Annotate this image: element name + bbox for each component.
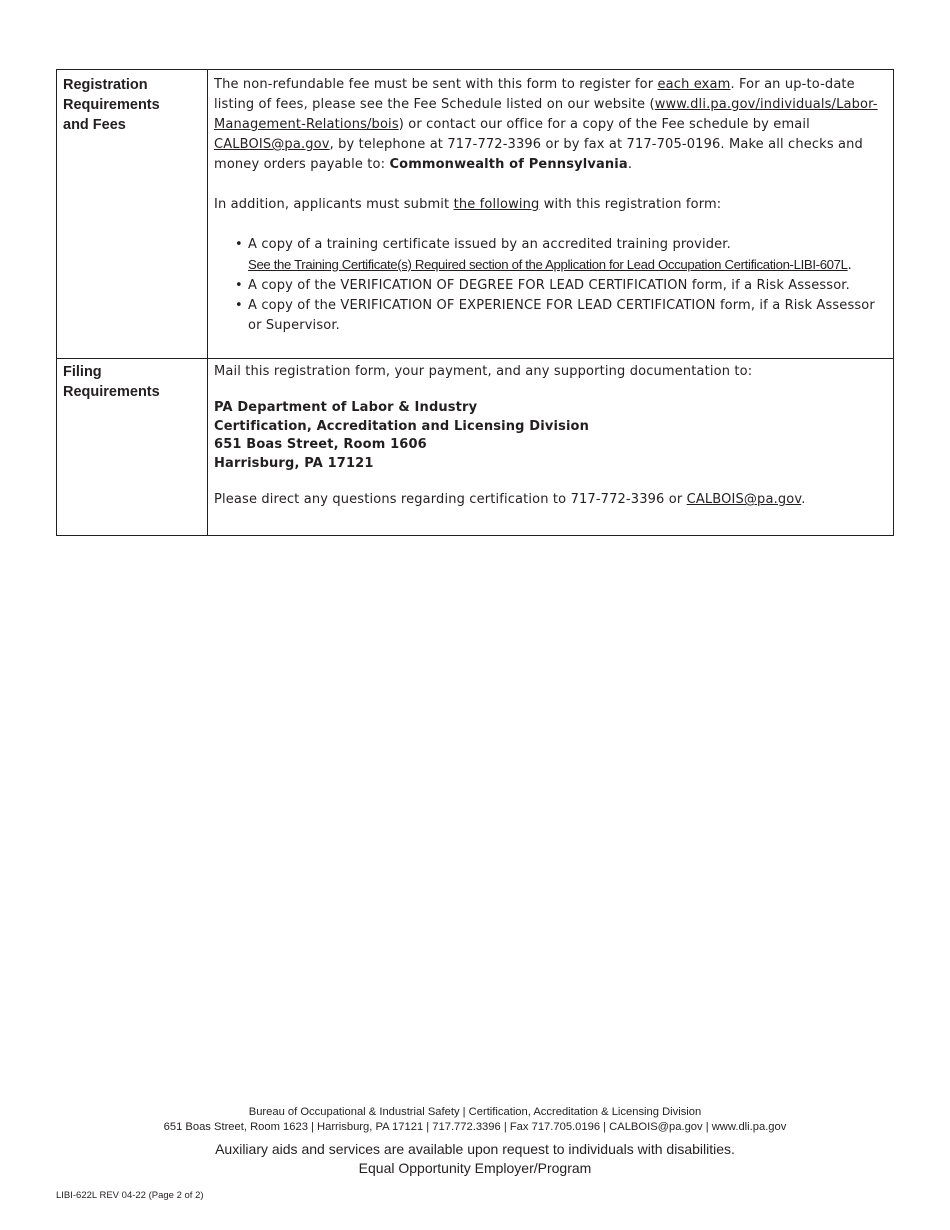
- submit-paragraph: In addition, applicants must submit the following with this registration form:: [214, 197, 722, 212]
- questions-email-link[interactable]: CALBOIS@pa.gov: [686, 492, 802, 507]
- training-certificate-link[interactable]: See the Training Certificate(s) Required section of the Application for Lead Occupation Certification-LIBI-607L: [248, 257, 848, 272]
- requirements-table: [56, 69, 894, 536]
- mailing-address: PA Department of Labor & Industry Certification, Accreditation and Licensing Division 651 Boas Street, Room 1606 Harrisburg, PA 17121: [214, 400, 590, 471]
- bullet-icon: •: [235, 298, 243, 313]
- footer-eoe-line: Equal Opportunity Employer/Program: [358, 1160, 592, 1176]
- questions-paragraph: Please direct any questions regarding certification to 717-772-3396 or CALBOIS@pa.gov.: [214, 492, 806, 507]
- the-following-link[interactable]: the following: [453, 197, 540, 212]
- registration-row: [57, 70, 894, 359]
- registration-label: Registration Requirements and Fees: [57, 70, 208, 359]
- bullet-icon: •: [235, 237, 243, 252]
- list-item: • A copy of the VERIFICATION OF DEGREE FOR LEAD CERTIFICATION form, if a Risk Assessor.: [248, 276, 887, 296]
- list-item: • A copy of the VERIFICATION OF EXPERIENCE FOR LEAD CERTIFICATION form, if a Risk Assessor or Supervisor.: [235, 298, 875, 333]
- bullet-icon: •: [235, 278, 243, 293]
- registration-content: [208, 70, 894, 359]
- mail-instructions: Mail this registration form, your payment, and any supporting documentation to:: [214, 364, 753, 379]
- email-link[interactable]: CALBOIS@pa.gov: [214, 137, 330, 152]
- footer-accessibility-line: Auxiliary aids and services are available upon request to individuals with disabilities.: [215, 1141, 735, 1157]
- requirements-list: [214, 235, 887, 336]
- footer-bureau-line: Bureau of Occupational & Industrial Safety | Certification, Accreditation & Licensing Division: [248, 1106, 702, 1118]
- website-link[interactable]: www.dli.pa.gov/individuals/Labor-Management-Relations/bois: [214, 97, 878, 132]
- each-exam-link[interactable]: each exam: [657, 77, 731, 92]
- list-item: • A copy of a training certificate issued by an accredited training provider. See the Training Certificate(s) Required section of the Application for Lead Occupation Certification-LIBI-607L.: [235, 237, 852, 273]
- filing-row: [57, 359, 894, 536]
- form-number: LIBI-622L REV 04-22 (Page 2 of 2): [56, 1190, 204, 1201]
- footer-address-line: 651 Boas Street, Room 1623 | Harrisburg, PA 17121 | 717.772.3396 | Fax 717.705.0196 | CALBOIS@pa.gov | www.dli.pa.gov: [163, 1121, 787, 1133]
- fee-paragraph: The non-refundable fee must be sent with this form to register for each exam. For an up-to-date listing of fees, please see the Fee Schedule listed on our website (www.dli.pa.gov/individuals/Labor-Management-Relations/bois) or contact our office for a copy of the Fee schedule by email CALBOIS@pa.gov, by telephone at 717-772-3396 or by fax at 717-705-0196. Make all checks and money orders payable to: Commonwealth of Pennsylvania.: [214, 77, 878, 172]
- filing-label: Filing Requirements: [57, 359, 208, 536]
- filing-content: [208, 359, 894, 536]
